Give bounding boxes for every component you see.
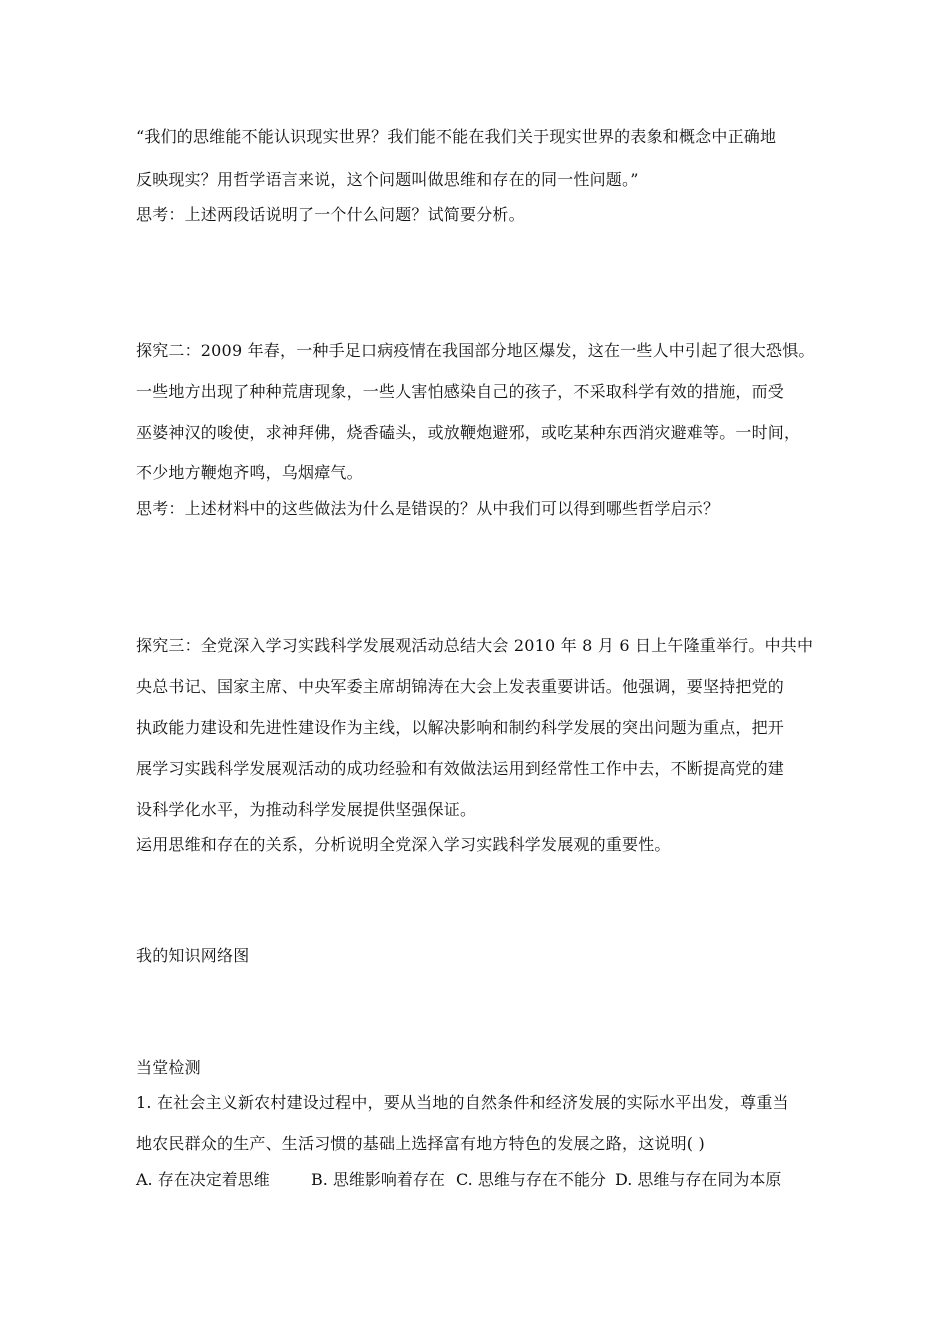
explore2-line-4: 不少地方鞭炮齐鸣，乌烟瘴气。 [136, 463, 363, 482]
explore3-line-3: 执政能力建设和先进性建设作为主线，以解决影响和制约科学发展的突出问题为重点，把开 [136, 718, 785, 737]
option-d: D. 思维与存在同为本原 [615, 1170, 782, 1189]
explore3-line-5: 设科学化水平，为推动科学发展提供坚强保证。 [136, 800, 477, 819]
question-1-line-1: 1. 在社会主义新农村建设过程中，要从当地的自然条件和经济发展的实际水平出发，尊重当 [136, 1093, 789, 1112]
question-1-line-2: 地农民群众的生产、生活习惯的基础上选择富有地方特色的发展之路，这说明( ) [136, 1134, 705, 1153]
knowledge-map-heading: 我的知识网络图 [136, 946, 250, 965]
explore3-line-2: 央总书记、国家主席、中央军委主席胡锦涛在大会上发表重要讲话。他强调，要坚持把党的 [136, 677, 785, 696]
explore2-line-1: 探究二：2009 年春，一种手足口病疫情在我国部分地区爆发，这在一些人中引起了很大恐惧。 [136, 341, 815, 360]
explore3-task: 运用思维和存在的关系，分析说明全党深入学习实践科学发展观的重要性。 [136, 835, 671, 854]
explore2-line-3: 巫婆神汉的唆使，求神拜佛，烧香磕头，或放鞭炮避邪，或吃某种东西消灾避难等。一时间， [136, 423, 801, 442]
explore3-line-4: 展学习实践科学发展观活动的成功经验和有效做法运用到经常性工作中去，不断提高党的建 [136, 759, 785, 778]
explore2-think-prompt: 思考：上述材料中的这些做法为什么是错误的？从中我们可以得到哪些哲学启示？ [136, 499, 720, 518]
explore3-line-1: 探究三：全党深入学习实践科学发展观活动总结大会 2010 年 8 月 6 日上午隆重举行。中共中 [136, 636, 814, 655]
quote-line-1: “我们的思维能不能认识现实世界？我们能不能在我们关于现实世界的表象和概念中正确地 [136, 127, 777, 146]
explore2-line-2: 一些地方出现了种种荒唐现象，一些人害怕感染自己的孩子，不采取科学有效的措施，而受 [136, 382, 785, 401]
quote-line-2: 反映现实？用哲学语言来说，这个问题叫做思维和存在的同一性问题。” [136, 170, 639, 189]
option-b: B. 思维影响着存在 [311, 1170, 445, 1189]
option-c: C. 思维与存在不能分 [456, 1170, 606, 1189]
quote-think-prompt: 思考：上述两段话说明了一个什么问题？试简要分析。 [136, 205, 525, 224]
class-test-heading: 当堂检测 [136, 1058, 201, 1077]
option-a: A. 存在决定着思维 [136, 1170, 270, 1189]
